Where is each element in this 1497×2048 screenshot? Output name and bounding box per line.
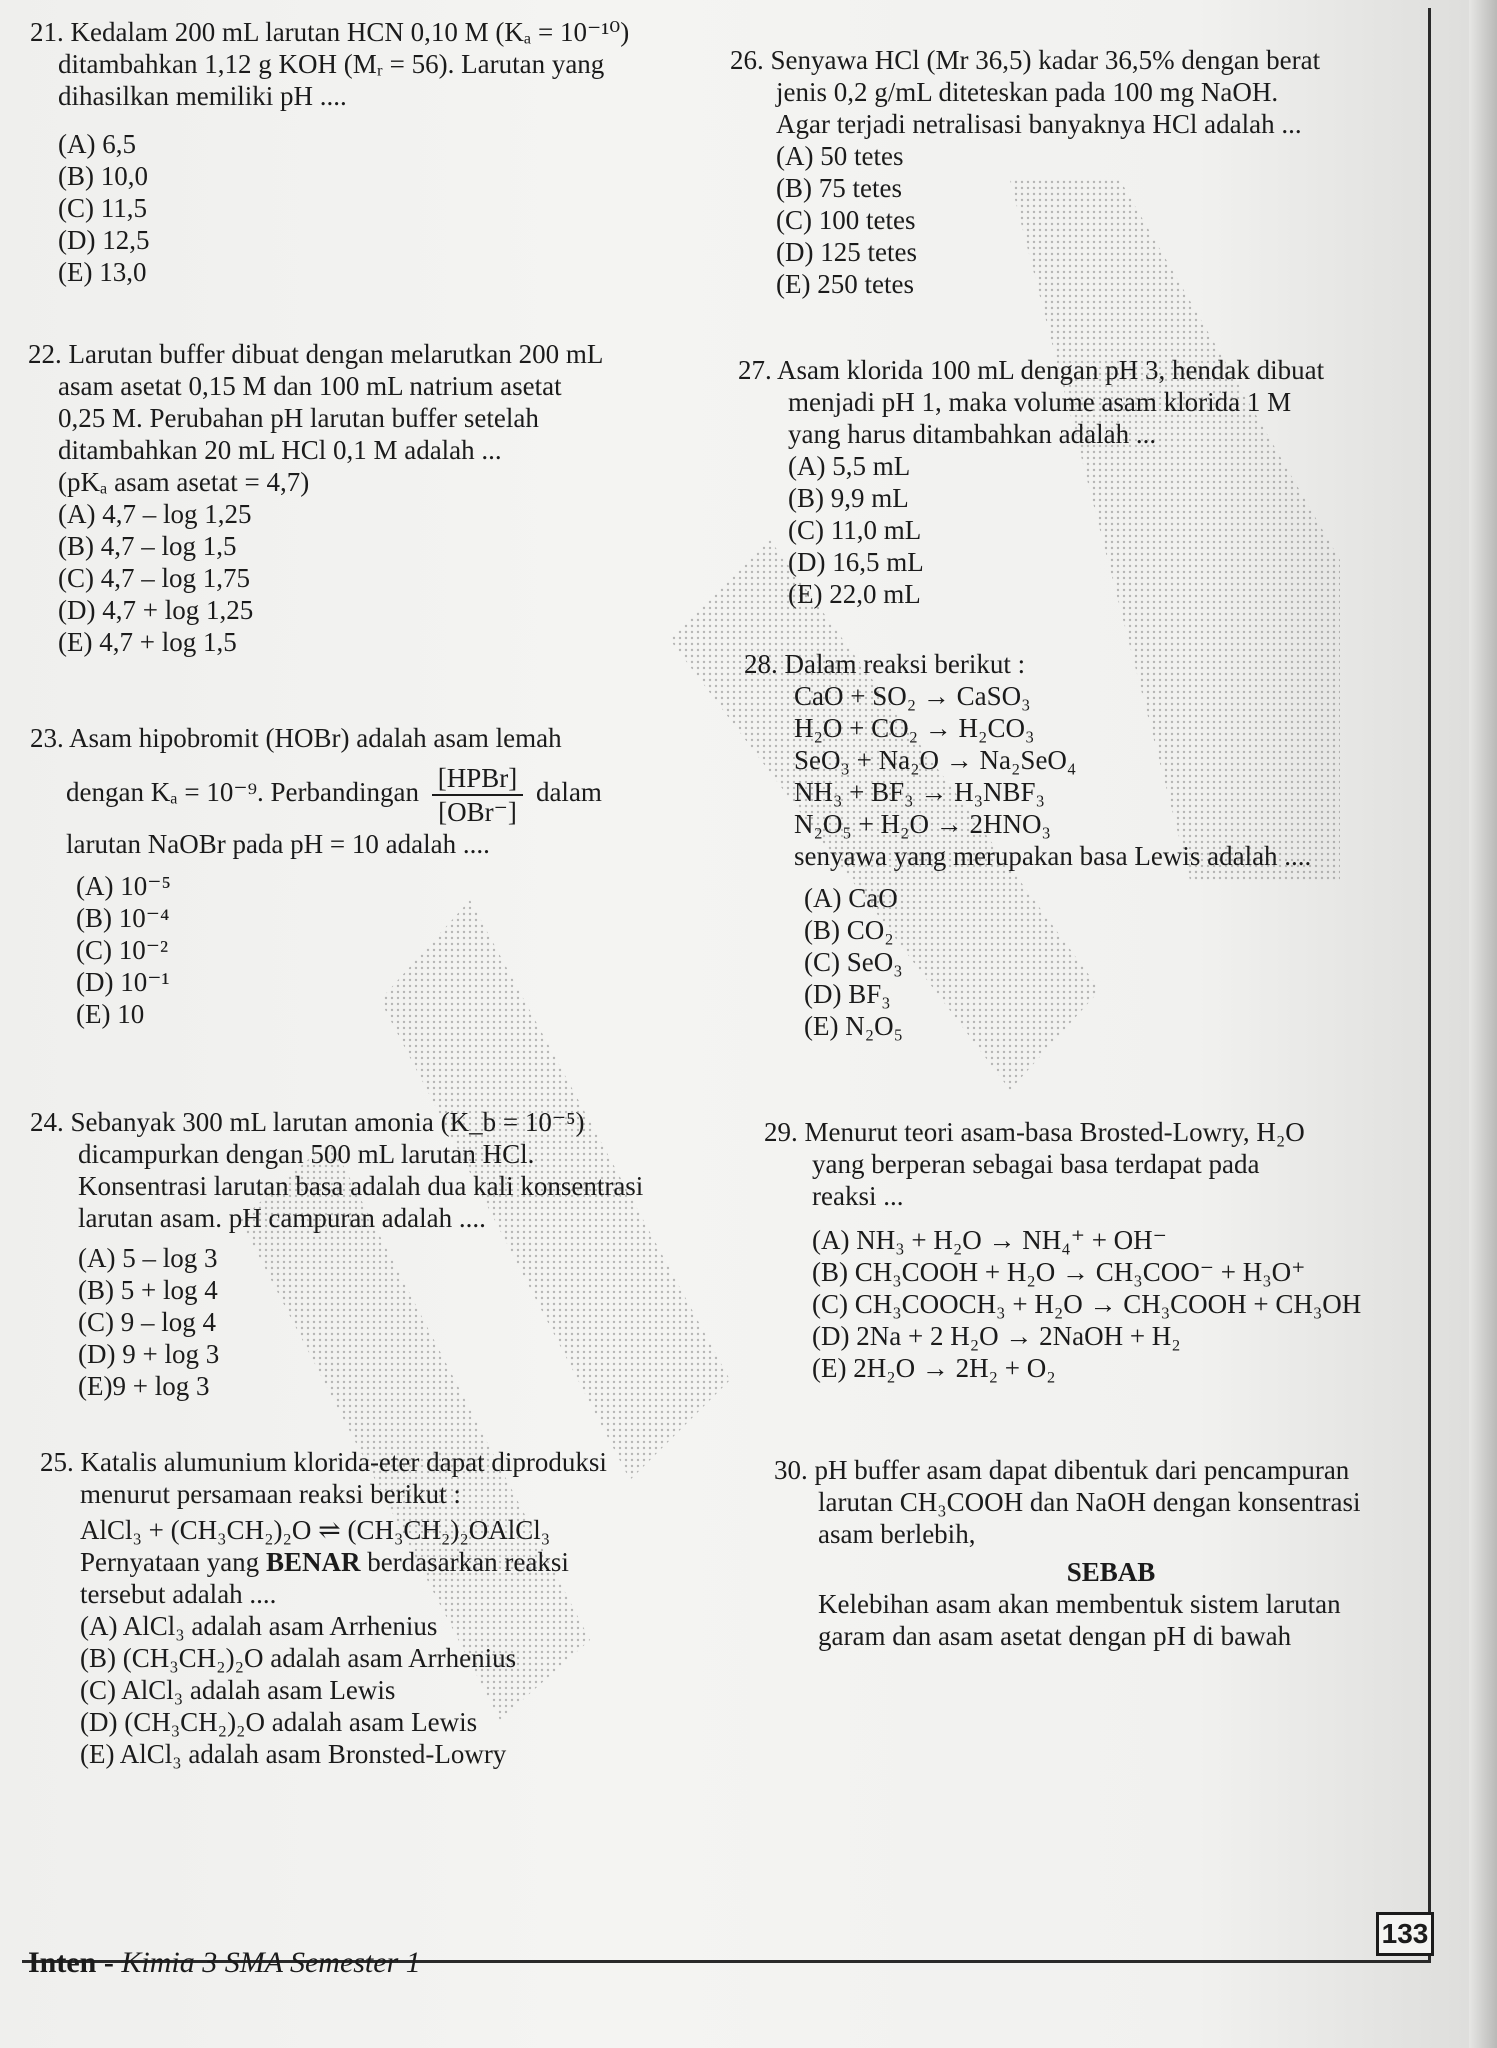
q23-option-a[interactable]: (A) 10⁻⁵ bbox=[76, 871, 171, 901]
q25-option-b[interactable]: (B) (CH₃CH₂)₂O adalah asam Arrhenius bbox=[80, 1643, 517, 1673]
q27-line: menjadi pH 1, maka volume asam klorida 1 M bbox=[788, 387, 1292, 417]
q28-option-a[interactable]: (A) CaO bbox=[804, 883, 898, 913]
q25-option-d[interactable]: (D) (CH₃CH₂)₂O adalah asam Lewis bbox=[80, 1707, 478, 1737]
q23-fraction-numerator: [HPBr] bbox=[432, 762, 524, 796]
q23-fraction bbox=[432, 762, 524, 828]
q24-line: dicampurkan dengan 500 mL larutan HCl. bbox=[78, 1139, 535, 1169]
q23-ratio-prefix: dengan Kₐ = 10⁻⁹. Perbandingan bbox=[66, 777, 419, 808]
q21-option-a[interactable]: (A) 6,5 bbox=[58, 129, 136, 159]
q30-reason: Kelebihan asam akan membentuk sistem larutan bbox=[818, 1589, 1341, 1619]
q30-line: asam berlebih, bbox=[818, 1519, 976, 1549]
q26-option-c[interactable]: (C) 100 tetes bbox=[776, 205, 916, 235]
q21-option-b[interactable]: (B) 10,0 bbox=[58, 161, 148, 191]
q22-line: ditambahkan 20 mL HCl 0,1 M adalah ... bbox=[58, 435, 502, 465]
q21-option-e[interactable]: (E) 13,0 bbox=[58, 257, 147, 287]
question-25 bbox=[40, 1446, 720, 1770]
q23-option-e[interactable]: (E) 10 bbox=[76, 999, 145, 1029]
question-24 bbox=[30, 1106, 710, 1402]
q23-line: 23. Asam hipobromit (HOBr) adalah asam lemah bbox=[30, 723, 562, 753]
q28-question: senyawa yang merupakan basa Lewis adalah .... bbox=[794, 841, 1312, 871]
q22-option-c[interactable]: (C) 4,7 – log 1,75 bbox=[58, 563, 250, 593]
q28-option-c[interactable]: (C) SeO₃ bbox=[804, 947, 903, 977]
q23-option-b[interactable]: (B) 10⁻⁴ bbox=[76, 903, 170, 933]
book-spine bbox=[1469, 0, 1497, 2048]
q27-option-c[interactable]: (C) 11,0 mL bbox=[788, 515, 922, 545]
q25-statement bbox=[40, 1546, 720, 1578]
question-30 bbox=[774, 1454, 1404, 1652]
q29-line: 29. Menurut teori asam-basa Brosted-Lowry, H₂O bbox=[764, 1117, 1305, 1147]
q22-line: (pKₐ asam asetat = 4,7) bbox=[58, 467, 310, 497]
q25-option-a[interactable]: (A) AlCl₃ adalah asam Arrhenius bbox=[80, 1611, 438, 1641]
q22-line: 22. Larutan buffer dibuat dengan melarutkan 200 mL bbox=[28, 339, 604, 369]
q29-option-a[interactable]: (A) NH₃ + H₂O → NH₄⁺ + OH⁻ bbox=[812, 1225, 1167, 1255]
q21-line: 21. Kedalam 200 mL larutan HCN 0,10 M (Kₐ = 10⁻¹⁰) bbox=[30, 17, 630, 47]
q28-reaction: N₂O₅ + H₂O → 2HNO₃ bbox=[794, 809, 1051, 839]
q24-option-e[interactable]: (E)9 + log 3 bbox=[78, 1371, 210, 1401]
q28-reaction: CaO + SO₂ → CaSO₃ bbox=[794, 681, 1031, 711]
q30-line: larutan CH₃COOH dan NaOH dengan konsentrasi bbox=[818, 1487, 1361, 1517]
q21-option-d[interactable]: (D) 12,5 bbox=[58, 225, 150, 255]
footer bbox=[28, 1946, 421, 1980]
q26-line: Agar terjadi netralisasi banyaknya HCl adalah ... bbox=[776, 109, 1302, 139]
q27-option-e[interactable]: (E) 22,0 mL bbox=[788, 579, 921, 609]
q28-intro: 28. Dalam reaksi berikut : bbox=[744, 649, 1026, 679]
question-23 bbox=[30, 722, 710, 1030]
q24-option-a[interactable]: (A) 5 – log 3 bbox=[78, 1243, 218, 1273]
question-21 bbox=[30, 16, 710, 288]
q28-option-e[interactable]: (E) N₂O₅ bbox=[804, 1011, 904, 1041]
q29-option-b[interactable]: (B) CH₃COOH + H₂O → CH₃COO⁻ + H₃O⁺ bbox=[812, 1257, 1306, 1287]
q25-line: 25. Katalis alumunium klorida-eter dapat diproduksi bbox=[40, 1447, 607, 1477]
question-22 bbox=[28, 338, 708, 658]
q25-reaction: AlCl₃ + (CH₃CH₂)₂O ⇌ (CH₃CH₂)₂OAlCl₃ bbox=[80, 1515, 551, 1545]
q29-option-e[interactable]: (E) 2H₂O → 2H₂ + O₂ bbox=[812, 1353, 1056, 1383]
q23-ratio-line bbox=[30, 762, 710, 828]
q22-option-a[interactable]: (A) 4,7 – log 1,25 bbox=[58, 499, 252, 529]
q23-option-c[interactable]: (C) 10⁻² bbox=[76, 935, 169, 965]
q21-line: ditambahkan 1,12 g KOH (Mᵣ = 56). Larutan yang bbox=[58, 49, 605, 79]
q25-option-c[interactable]: (C) AlCl₃ adalah asam Lewis bbox=[80, 1675, 396, 1705]
q23-fraction-denominator: [OBr⁻] bbox=[438, 797, 517, 827]
q23-option-d[interactable]: (D) 10⁻¹ bbox=[76, 967, 170, 997]
q28-reaction: SeO₃ + Na₂O → Na₂SeO₄ bbox=[794, 745, 1077, 775]
q28-option-d[interactable]: (D) BF₃ bbox=[804, 979, 891, 1009]
q27-option-a[interactable]: (A) 5,5 mL bbox=[788, 451, 911, 481]
q24-option-b[interactable]: (B) 5 + log 4 bbox=[78, 1275, 218, 1305]
q27-option-b[interactable]: (B) 9,9 mL bbox=[788, 483, 909, 513]
q22-option-d[interactable]: (D) 4,7 + log 1,25 bbox=[58, 595, 254, 625]
footer-brand: Inten - bbox=[28, 1946, 114, 1979]
q26-line: jenis 0,2 g/mL diteteskan pada 100 mg NaOH. bbox=[776, 77, 1279, 107]
q27-line: yang harus ditambahkan adalah ... bbox=[788, 419, 1157, 449]
q28-reaction: NH₃ + BF₃ → H₃NBF₃ bbox=[794, 777, 1045, 807]
question-28 bbox=[744, 648, 1374, 1042]
q24-line: larutan asam. pH campuran adalah .... bbox=[78, 1203, 486, 1233]
q25-statement-emphasis: BENAR bbox=[265, 1547, 361, 1577]
q29-line: reaksi ... bbox=[812, 1181, 904, 1211]
q25-option-e[interactable]: (E) AlCl₃ adalah asam Bronsted-Lowry bbox=[80, 1739, 507, 1769]
q24-line: 24. Sebanyak 300 mL larutan amonia (K_b = 10⁻⁵) bbox=[30, 1107, 585, 1137]
q27-option-d[interactable]: (D) 16,5 mL bbox=[788, 547, 924, 577]
q25-statement-end: tersebut adalah .... bbox=[80, 1579, 277, 1609]
q23-line: larutan NaOBr pada pH = 10 adalah .... bbox=[66, 829, 490, 859]
q24-option-d[interactable]: (D) 9 + log 3 bbox=[78, 1339, 220, 1369]
q22-line: 0,25 M. Perubahan pH larutan buffer setelah bbox=[58, 403, 539, 433]
footer-title: Kimia 3 SMA Semester 1 bbox=[121, 1946, 421, 1979]
q30-reason: garam dan asam asetat dengan pH di bawah bbox=[818, 1621, 1292, 1651]
q26-line: 26. Senyawa HCl (Mr 36,5) kadar 36,5% dengan berat bbox=[730, 45, 1321, 75]
q29-line: yang berperan sebagai basa terdapat pada bbox=[812, 1149, 1260, 1179]
question-27 bbox=[738, 354, 1368, 610]
q29-option-c[interactable]: (C) CH₃COOCH₃ + H₂O → CH₃COOH + CH₃OH bbox=[812, 1289, 1362, 1319]
q26-option-d[interactable]: (D) 125 tetes bbox=[776, 237, 917, 267]
q30-sebab: SEBAB bbox=[1066, 1557, 1156, 1587]
q29-option-d[interactable]: (D) 2Na + 2 H₂O → 2NaOH + H₂ bbox=[812, 1321, 1181, 1351]
q27-line: 27. Asam klorida 100 mL dengan pH 3, hendak dibuat bbox=[738, 355, 1325, 385]
q22-option-b[interactable]: (B) 4,7 – log 1,5 bbox=[58, 531, 237, 561]
q23-ratio-suffix: dalam bbox=[535, 777, 602, 808]
q22-option-e[interactable]: (E) 4,7 + log 1,5 bbox=[58, 627, 237, 657]
q24-line: Konsentrasi larutan basa adalah dua kali konsentrasi bbox=[78, 1171, 644, 1201]
page-number: 133 bbox=[1376, 1912, 1434, 1956]
q21-line: dihasilkan memiliki pH .... bbox=[58, 81, 347, 111]
q28-option-b[interactable]: (B) CO₂ bbox=[804, 915, 894, 945]
q26-option-e[interactable]: (E) 250 tetes bbox=[776, 269, 914, 299]
q25-statement-prefix: Pernyataan yang bbox=[80, 1547, 260, 1577]
q22-line: asam asetat 0,15 M dan 100 mL natrium asetat bbox=[58, 371, 562, 401]
q25-statement-suffix: berdasarkan reaksi bbox=[367, 1547, 569, 1577]
question-26 bbox=[730, 44, 1360, 300]
q25-line: menurut persamaan reaksi berikut : bbox=[80, 1479, 461, 1509]
q24-option-c[interactable]: (C) 9 – log 4 bbox=[78, 1307, 216, 1337]
q21-option-c[interactable]: (C) 11,5 bbox=[58, 193, 147, 223]
question-29 bbox=[764, 1116, 1394, 1384]
q26-option-a[interactable]: (A) 50 tetes bbox=[776, 141, 904, 171]
q30-line: 30. pH buffer asam dapat dibentuk dari pencampuran bbox=[774, 1455, 1350, 1485]
q26-option-b[interactable]: (B) 75 tetes bbox=[776, 173, 902, 203]
q28-reaction: H₂O + CO₂ → H₂CO₃ bbox=[794, 713, 1035, 743]
